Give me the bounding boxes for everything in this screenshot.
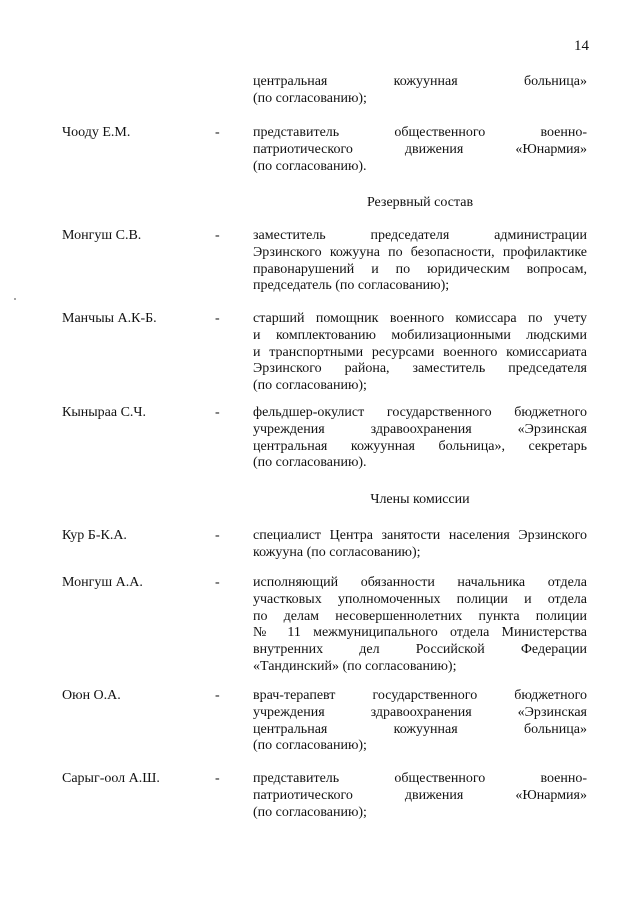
description-line: кожууна (по согласованию); — [253, 544, 421, 560]
description-line: участковых уполномоченных полиции и отдела — [253, 591, 587, 607]
member-name: Монгуш А.А. — [62, 575, 143, 590]
member-name: Монгуш С.В. — [62, 228, 142, 243]
description-line: специалист Центра занятости населения Эрзинского — [253, 528, 587, 543]
description-line: патриотического движения «Юнармия» — [253, 141, 587, 157]
description-line: учреждения здравоохранения «Эрзинская — [253, 704, 587, 720]
member-name: Кыныраа С.Ч. — [62, 405, 147, 420]
dash-separator: - — [215, 405, 220, 420]
dash-separator: - — [215, 125, 220, 140]
description-line: № 11 межмуниципального отдела Министерства — [253, 625, 587, 641]
dash-separator: - — [215, 528, 220, 543]
description-line: по делам несовершеннолетних пункта полиции — [253, 608, 587, 624]
description-line: учреждения здравоохранения «Эрзинская — [253, 421, 587, 437]
dash-separator: - — [215, 228, 220, 243]
description-line: (по согласованию); — [253, 738, 367, 754]
description-line: и транспортными ресурсами военного комиссариата — [253, 344, 587, 360]
description-line: (по согласованию); — [253, 804, 367, 820]
description-line: старший помощник военного комиссара по учету — [253, 311, 587, 326]
description-line: «Тандинский» (по согласованию); — [253, 658, 457, 674]
description-line: (по согласованию); — [253, 378, 367, 394]
entry-description — [253, 125, 587, 175]
description-line: представитель общественного военно- — [253, 771, 587, 786]
dash-separator: - — [215, 311, 220, 326]
section-heading-reserve: Резервный состав — [366, 195, 474, 210]
dash-separator: - — [215, 771, 220, 786]
description-line: фельдшер-окулист государственного бюджетного — [253, 405, 587, 420]
member-name: Сарыг-оол А.Ш. — [62, 771, 160, 786]
description-line: председатель (по согласованию); — [253, 278, 450, 294]
dash-separator: - — [215, 688, 220, 703]
entry-description — [253, 74, 587, 108]
description-line: центральная кожуунная больница», секретарь — [253, 438, 587, 454]
description-line: патриотического движения «Юнармия» — [253, 787, 587, 803]
description-line: заместитель председателя администрации — [253, 228, 587, 243]
entry-description — [253, 528, 587, 562]
description-line: (по согласованию). — [253, 158, 367, 174]
description-line: Эрзинского кожууна по безопасности, профилактике — [253, 244, 587, 260]
description-line: представитель общественного военно- — [253, 125, 587, 140]
description-line: врач-терапевт государственного бюджетного — [253, 688, 587, 703]
member-name: Оюн О.А. — [62, 688, 121, 703]
description-line: исполняющий обязанности начальника отдела — [253, 575, 587, 590]
description-line: Эрзинского района, заместитель председателя — [253, 361, 587, 377]
scan-speck — [14, 298, 16, 300]
description-line: центральная кожуунная больница» — [253, 721, 587, 737]
page-number: 14 — [574, 38, 589, 54]
description-line: (по согласованию); — [253, 90, 367, 106]
description-line: и комплектованию мобилизационными людскими — [253, 327, 587, 343]
description-line: центральная кожуунная больница» — [253, 74, 587, 89]
entry-description — [253, 311, 587, 395]
section-heading-members: Члены комиссии — [370, 492, 470, 507]
entry-description — [253, 405, 587, 472]
description-line: внутренних дел Российской Федерации — [253, 642, 587, 658]
entry-description — [253, 688, 587, 755]
dash-separator: - — [215, 575, 220, 590]
member-name: Кур Б-К.А. — [62, 528, 127, 543]
entry-description — [253, 575, 587, 676]
member-name: Чооду Е.М. — [62, 125, 131, 140]
entry-description — [253, 228, 587, 295]
description-line: (по согласованию). — [253, 455, 367, 471]
description-line: правонарушений и по юридическим вопросам, — [253, 261, 587, 277]
member-name: Манчыы А.К-Б. — [62, 311, 157, 326]
entry-description — [253, 771, 587, 821]
